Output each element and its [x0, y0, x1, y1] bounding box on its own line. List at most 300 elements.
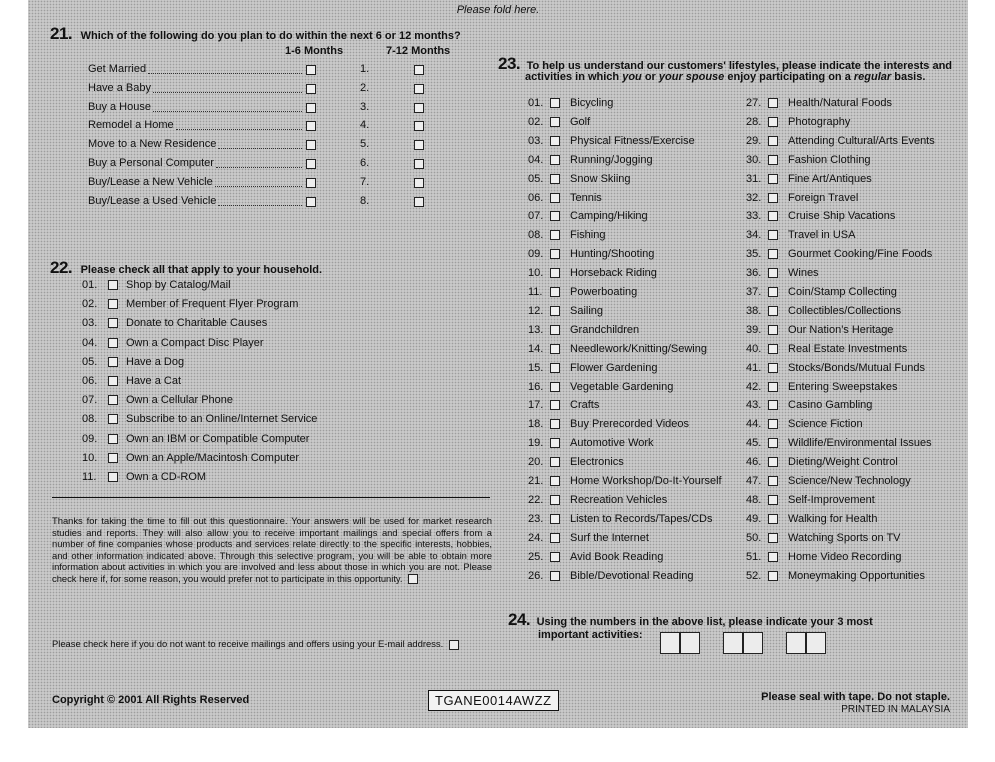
q22-checkbox[interactable] — [108, 453, 118, 463]
q23-row — [528, 513, 712, 526]
q23-row — [746, 532, 901, 545]
q21-leader-dots — [148, 73, 302, 74]
q23-row — [746, 173, 872, 186]
q21-leader-dots — [215, 186, 302, 187]
q23-checkbox[interactable] — [768, 400, 778, 410]
q23-row — [528, 437, 654, 450]
q21-item-number: 1. — [360, 63, 370, 75]
q23-item-number: 39. — [746, 323, 762, 336]
q22-checkbox[interactable] — [108, 338, 118, 348]
q22-checkbox[interactable] — [108, 472, 118, 482]
q23-item-label: Avid Book Reading — [570, 550, 664, 563]
q22-row — [82, 375, 181, 388]
answer-1-digit-1[interactable] — [660, 632, 680, 654]
q23-checkbox[interactable] — [550, 211, 560, 221]
q23-item-number: 15. — [528, 361, 544, 374]
q23-row — [746, 343, 907, 356]
q23-item-number: 33. — [746, 210, 762, 223]
q23-checkbox[interactable] — [768, 155, 778, 165]
q23-row — [528, 399, 599, 412]
q22-checkbox[interactable] — [108, 376, 118, 386]
q23-checkbox[interactable] — [550, 400, 560, 410]
q23-item-label: Wines — [788, 267, 819, 280]
q23-checkbox[interactable] — [768, 495, 778, 505]
q22-header — [50, 258, 322, 278]
q23-item-number: 19. — [528, 437, 544, 450]
q21-col-7-12-months: 7-12 Months — [386, 45, 451, 57]
q23-item-label: Powerboating — [570, 286, 638, 298]
q23-question-line1: To help us understand our customers' lifestyles, please indicate the interests and — [526, 60, 953, 72]
q23-row — [528, 135, 695, 148]
q23-item-number: 21. — [528, 475, 544, 487]
q23-row — [528, 248, 654, 261]
q23-checkbox[interactable] — [768, 117, 778, 127]
q21-checkbox-7-12-months[interactable] — [414, 140, 424, 150]
q23-row — [746, 362, 925, 375]
q23-item-label: Stocks/Bonds/Mutual Funds — [788, 361, 925, 374]
q23-item-number: 49. — [746, 512, 762, 525]
q23-item-label: Real Estate Investments — [788, 342, 908, 355]
q22-row — [82, 337, 264, 350]
q21-leader-dots — [216, 167, 302, 168]
q22-row — [82, 413, 317, 426]
q21-leader-dots — [153, 92, 302, 93]
q23-item-number: 02. — [528, 115, 544, 128]
q22-item-number: 02. — [82, 298, 98, 311]
q23-checkbox[interactable] — [768, 325, 778, 335]
q23-checkbox[interactable] — [550, 552, 560, 562]
q23-checkbox[interactable] — [550, 476, 560, 486]
q23-checkbox[interactable] — [550, 533, 560, 543]
q23-row — [746, 192, 858, 205]
email-text: Please check here if you do not want to receive mailings and offers using your E-mail address. — [52, 638, 444, 649]
q23-checkbox[interactable] — [550, 98, 560, 108]
q21-item-label: Buy/Lease a Used Vehicle — [88, 194, 217, 207]
q21-leader-dots — [218, 148, 302, 149]
q21-checkbox-7-12-months[interactable] — [414, 121, 424, 131]
copyright: Copyright © 2001 All Rights Reserved — [52, 694, 250, 706]
q23-checkbox[interactable] — [550, 193, 560, 203]
q23-row — [528, 494, 667, 507]
q23-item-label: Watching Sports on TV — [788, 531, 901, 544]
q23-checkbox[interactable] — [550, 117, 560, 127]
q21-item-number: 8. — [360, 194, 370, 207]
q23-item-number: 06. — [528, 191, 544, 204]
q21-number: 21. — [50, 24, 73, 43]
q21-item-number: 2. — [360, 81, 370, 94]
q22-question: Please check all that apply to your household. — [80, 264, 323, 276]
q23-checkbox[interactable] — [768, 136, 778, 146]
q23-question-line2: activities in which you or your spouse enjoy participating on a regular basis. — [525, 71, 926, 83]
q23-item-label: Vegetable Gardening — [570, 380, 674, 393]
q21-checkbox-7-12-months[interactable] — [414, 65, 424, 75]
q22-item-label: Subscribe to an Online/Internet Service — [126, 413, 318, 426]
q23-item-number: 45. — [746, 437, 762, 450]
serial-code: TGANE0014AWZZ — [428, 690, 559, 711]
q23-checkbox[interactable] — [768, 174, 778, 184]
q23-item-number: 16. — [528, 380, 544, 393]
q23-checkbox[interactable] — [550, 155, 560, 165]
q23-item-label: Golf — [570, 115, 591, 128]
q23-item-label: Surf the Internet — [570, 531, 649, 544]
q22-item-number: 01. — [82, 279, 98, 291]
answer-3-digit-1[interactable] — [786, 632, 806, 654]
email-opt-out-checkbox[interactable] — [449, 640, 459, 650]
q21-checkbox-1-6-months[interactable] — [306, 121, 316, 131]
q21-item-number: 4. — [360, 119, 370, 132]
q23-checkbox[interactable] — [768, 98, 778, 108]
q23-item-label: Bicycling — [570, 97, 614, 109]
q21-item-label: Remodel a Home — [88, 119, 174, 132]
q24-number: 24. — [508, 610, 531, 629]
q23-item-number: 17. — [528, 399, 544, 412]
fold-instruction: Please fold here. — [456, 4, 540, 16]
q23-item-label: Sailing — [570, 304, 604, 317]
q22-item-number: 05. — [82, 355, 98, 368]
q23-item-number: 34. — [746, 229, 762, 242]
q23-item-label: Needlework/Knitting/Sewing — [570, 342, 707, 355]
q23-item-number: 42. — [746, 380, 762, 393]
q23-item-number: 52. — [746, 569, 762, 582]
q21-item-number: 6. — [360, 157, 370, 169]
q23-row — [528, 286, 637, 299]
q23-item-label: Listen to Records/Tapes/CDs — [570, 512, 713, 525]
q23-item-label: Grandchildren — [570, 323, 640, 336]
q23-row — [528, 173, 631, 186]
q22-checkbox[interactable] — [108, 280, 118, 290]
q23-item-number: 26. — [528, 569, 544, 582]
q21-leader-dots — [218, 205, 302, 206]
q23-item-number: 04. — [528, 153, 544, 166]
q23-item-label: Science/New Technology — [788, 475, 911, 487]
q23-item-label: Fishing — [570, 229, 606, 242]
q22-row — [82, 394, 233, 407]
q22-item-label: Have a Dog — [126, 355, 185, 368]
q22-item-number: 10. — [82, 451, 98, 464]
q23-item-number: 48. — [746, 493, 762, 506]
thanks-paragraph — [52, 515, 492, 584]
q23-item-number: 03. — [528, 134, 544, 147]
q21-row — [88, 101, 428, 114]
q23-item-label: Buy Prerecorded Videos — [570, 418, 690, 431]
q23-checkbox[interactable] — [768, 457, 778, 467]
q23-row — [528, 229, 605, 242]
q22-row — [82, 433, 309, 446]
q23-row — [528, 475, 722, 488]
q21-leader-dots — [153, 111, 302, 112]
q24-question-line2: important activities: — [538, 629, 643, 641]
q23-item-label: Photography — [788, 115, 851, 128]
q23-row — [528, 97, 613, 110]
q23-item-number: 11. — [528, 286, 543, 298]
q21-checkbox-1-6-months[interactable] — [306, 65, 316, 75]
q23-item-number: 24. — [528, 531, 544, 544]
q23-item-label: Self-Improvement — [788, 493, 875, 506]
q23-row — [528, 456, 624, 469]
q23-item-label: Bible/Devotional Reading — [570, 569, 694, 582]
q23-row — [528, 570, 694, 583]
q23-item-number: 20. — [528, 456, 544, 469]
q23-item-label: Foreign Travel — [788, 191, 859, 204]
q21-leader-dots — [176, 129, 302, 130]
q23-row — [746, 381, 897, 394]
q23-checkbox[interactable] — [768, 249, 778, 259]
q23-item-number: 47. — [746, 475, 762, 487]
q22-item-label: Member of Frequent Flyer Program — [126, 298, 299, 311]
q23-checkbox[interactable] — [768, 211, 778, 221]
q23-item-number: 29. — [746, 134, 762, 147]
q23-item-label: Electronics — [570, 456, 624, 469]
q23-item-number: 08. — [528, 229, 544, 242]
q23-item-number: 41. — [746, 361, 762, 374]
q23-item-label: Home Workshop/Do-It-Yourself — [570, 475, 722, 487]
q22-item-label: Shop by Catalog/Mail — [126, 279, 231, 291]
q23-item-label: Crafts — [570, 399, 600, 412]
q22-checkbox[interactable] — [108, 395, 118, 405]
q22-row — [82, 298, 298, 311]
q24-question-line1: Using the numbers in the above list, please indicate your 3 most — [536, 616, 873, 628]
q23-item-label: Snow Skiing — [570, 172, 631, 185]
q23-checkbox[interactable] — [550, 174, 560, 184]
q23-checkbox[interactable] — [550, 438, 560, 448]
q21-checkbox-7-12-months[interactable] — [414, 197, 424, 207]
q23-checkbox[interactable] — [550, 287, 560, 297]
q23-row — [528, 267, 657, 280]
q23-checkbox[interactable] — [550, 249, 560, 259]
q21-checkbox-1-6-months[interactable] — [306, 159, 316, 169]
q22-item-label: Own a CD-ROM — [126, 471, 207, 483]
q23-item-number: 36. — [746, 267, 762, 280]
q23-item-number: 01. — [528, 97, 544, 109]
q23-checkbox[interactable] — [550, 514, 560, 524]
q23-item-number: 14. — [528, 342, 544, 355]
q23-row — [528, 305, 603, 318]
q22-item-number: 08. — [82, 413, 98, 426]
q23-checkbox[interactable] — [550, 306, 560, 316]
q23-row — [746, 551, 902, 564]
q23-checkbox[interactable] — [550, 325, 560, 335]
thanks-text: Thanks for taking the time to fill out this questionnaire. Your answers will be used for market research studies and reports. They will also allow you to receive important mailings and special offers from a number of fine companies whose products and services relate directly to the specific interests, hobbies, and other information indicated above. Through this selective program, you will be able to obtain more information about activities in which you are involved and less about those in which you are not. Please check here if, for some reason, you would prefer not to participate in this opportunity. — [52, 515, 492, 584]
q23-item-label: Attending Cultural/Arts Events — [788, 134, 935, 147]
q23-item-label: Flower Gardening — [570, 361, 658, 374]
q23-checkbox[interactable] — [550, 268, 560, 278]
q23-checkbox[interactable] — [768, 571, 778, 581]
q21-row — [88, 138, 428, 151]
q21-item-label: Have a Baby — [88, 81, 151, 94]
q23-checkbox[interactable] — [768, 306, 778, 316]
q23-row — [746, 418, 863, 431]
q22-item-number: 04. — [82, 336, 98, 349]
q21-checkbox-1-6-months[interactable] — [306, 197, 316, 207]
q23-item-label: Physical Fitness/Exercise — [570, 134, 695, 147]
q23-checkbox[interactable] — [550, 230, 560, 240]
q23-item-number: 25. — [528, 550, 544, 563]
q23-item-number: 43. — [746, 399, 762, 412]
q23-row — [528, 551, 663, 564]
q21-row — [88, 176, 428, 189]
q23-item-label: Dieting/Weight Control — [788, 456, 898, 469]
q22-item-number: 09. — [82, 432, 98, 445]
q24-answer-boxes — [660, 632, 826, 659]
q22-row — [82, 356, 184, 369]
q23-item-label: Walking for Health — [788, 512, 878, 525]
q21-checkbox-7-12-months[interactable] — [414, 159, 424, 169]
q23-item-number: 51. — [746, 550, 762, 563]
q22-item-number: 06. — [82, 375, 98, 387]
q22-row — [82, 317, 267, 330]
q21-item-number: 7. — [360, 175, 370, 188]
q23-item-number: 05. — [528, 172, 544, 185]
q23-item-number: 46. — [746, 456, 762, 469]
q22-checkbox[interactable] — [108, 318, 118, 328]
answer-1-digit-2[interactable] — [680, 632, 700, 654]
q22-item-label: Own a Compact Disc Player — [126, 336, 264, 349]
q22-checkbox[interactable] — [108, 414, 118, 424]
q23-checkbox[interactable] — [550, 382, 560, 392]
q23-item-number: 35. — [746, 248, 762, 261]
q23-checkbox[interactable] — [768, 382, 778, 392]
q23-item-label: Hunting/Shooting — [570, 248, 655, 261]
q21-checkbox-1-6-months[interactable] — [306, 178, 316, 188]
q23-item-label: Automotive Work — [570, 437, 654, 450]
q22-item-number: 07. — [82, 394, 98, 407]
q23-item-number: 27. — [746, 97, 762, 109]
q22-number: 22. — [50, 258, 73, 277]
q23-checkbox[interactable] — [550, 136, 560, 146]
q23-item-label: Cruise Ship Vacations — [788, 210, 896, 223]
q21-item-label: Buy a House — [88, 100, 151, 113]
q21-item-number: 5. — [360, 138, 370, 151]
q23-item-label: Fine Art/Antiques — [788, 172, 872, 185]
q21-checkbox-1-6-months[interactable] — [306, 140, 316, 150]
answer-2-digit-1[interactable] — [723, 632, 743, 654]
q23-checkbox[interactable] — [768, 344, 778, 354]
q23-row — [746, 154, 871, 167]
q22-item-number: 11. — [82, 471, 97, 483]
q23-item-number: 13. — [528, 323, 544, 336]
q23-item-number: 50. — [746, 531, 762, 544]
q23-row — [746, 135, 935, 148]
q23-item-label: Health/Natural Foods — [788, 97, 892, 109]
q23-item-label: Running/Jogging — [570, 153, 653, 166]
answer-3-digit-2[interactable] — [806, 632, 826, 654]
q23-item-number: 28. — [746, 115, 762, 128]
q23-row — [746, 437, 932, 450]
q23-checkbox[interactable] — [768, 419, 778, 429]
q23-checkbox[interactable] — [550, 344, 560, 354]
q23-item-number: 44. — [746, 418, 762, 431]
opt-out-checkbox[interactable] — [408, 574, 418, 584]
q23-checkbox[interactable] — [768, 476, 778, 486]
q21-item-label: Move to a New Residence — [88, 138, 217, 151]
q23-row — [746, 248, 932, 261]
q23-row — [528, 324, 639, 337]
q23-item-number: 10. — [528, 267, 544, 280]
q23-row — [746, 456, 898, 469]
printed-in: PRINTED IN MALAYSIA — [841, 704, 950, 715]
q21-header — [50, 24, 461, 44]
q22-item-label: Donate to Charitable Causes — [126, 317, 268, 330]
q23-checkbox[interactable] — [768, 287, 778, 297]
q24-header — [508, 610, 873, 630]
q23-item-number: 32. — [746, 191, 762, 204]
q23-checkbox[interactable] — [768, 533, 778, 543]
q21-checkbox-1-6-months[interactable] — [306, 84, 316, 94]
q22-item-label: Own a Cellular Phone — [126, 394, 234, 407]
q23-row — [746, 324, 893, 337]
q23-item-label: Our Nation's Heritage — [788, 323, 894, 336]
q21-row — [88, 119, 428, 132]
q23-checkbox[interactable] — [768, 552, 778, 562]
q23-row — [528, 532, 649, 545]
q23-checkbox[interactable] — [768, 438, 778, 448]
q23-checkbox[interactable] — [550, 419, 560, 429]
q23-row — [528, 362, 657, 375]
q23-row — [746, 97, 892, 110]
q23-item-label: Recreation Vehicles — [570, 493, 668, 506]
q21-checkbox-1-6-months[interactable] — [306, 103, 316, 113]
q21-item-label: Buy a Personal Computer — [88, 157, 214, 169]
q23-item-label: Travel in USA — [788, 229, 856, 242]
q23-row — [746, 399, 872, 412]
q23-item-number: 22. — [528, 493, 544, 506]
q23-checkbox[interactable] — [550, 363, 560, 373]
q23-item-label: Camping/Hiking — [570, 210, 648, 223]
q21-row — [88, 195, 428, 208]
q22-checkbox[interactable] — [108, 434, 118, 444]
q21-checkbox-7-12-months[interactable] — [414, 178, 424, 188]
q23-checkbox[interactable] — [768, 268, 778, 278]
q23-item-label: Coin/Stamp Collecting — [788, 286, 897, 298]
q23-row — [528, 192, 602, 205]
q23-row — [746, 494, 875, 507]
q21-row — [88, 82, 428, 95]
q23-checkbox[interactable] — [768, 230, 778, 240]
q23-checkbox[interactable] — [550, 457, 560, 467]
q21-row — [88, 63, 428, 76]
seal-instruction: Please seal with tape. Do not staple. — [761, 691, 950, 703]
questionnaire-page — [28, 0, 968, 728]
q23-row — [528, 210, 648, 223]
q21-checkbox-7-12-months[interactable] — [414, 103, 424, 113]
q23-item-label: Science Fiction — [788, 418, 863, 431]
q23-row — [746, 116, 850, 129]
q23-row — [746, 305, 901, 318]
answer-2-digit-2[interactable] — [743, 632, 763, 654]
q23-item-label: Fashion Clothing — [788, 153, 871, 166]
q23-row — [746, 229, 855, 242]
q22-checkbox[interactable] — [108, 299, 118, 309]
q23-row — [746, 210, 895, 223]
email-paragraph — [52, 638, 492, 650]
q23-row — [746, 286, 897, 299]
q23-item-label: Horseback Riding — [570, 267, 657, 280]
q23-item-number: 37. — [746, 286, 762, 298]
q22-row — [82, 471, 206, 484]
q23-item-label: Home Video Recording — [788, 550, 902, 563]
q23-checkbox[interactable] — [768, 363, 778, 373]
q23-checkbox[interactable] — [768, 514, 778, 524]
q23-item-label: Tennis — [570, 191, 602, 204]
q23-checkbox[interactable] — [768, 193, 778, 203]
q22-item-number: 03. — [82, 317, 98, 330]
q23-checkbox[interactable] — [550, 495, 560, 505]
q21-item-label: Get Married — [88, 63, 147, 75]
q22-checkbox[interactable] — [108, 357, 118, 367]
q23-item-label: Gourmet Cooking/Fine Foods — [788, 248, 933, 261]
q23-checkbox[interactable] — [550, 571, 560, 581]
q21-checkbox-7-12-months[interactable] — [414, 84, 424, 94]
